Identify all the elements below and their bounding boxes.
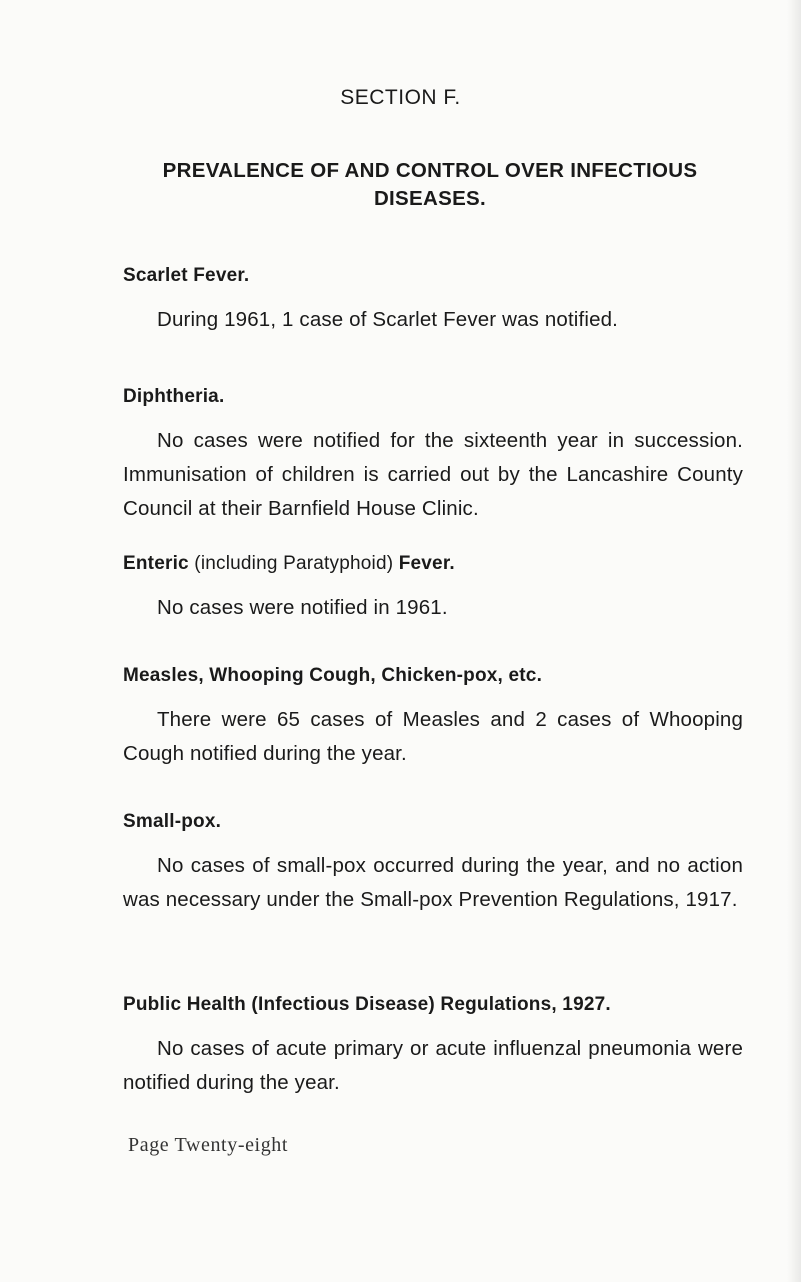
section-label: SECTION F. bbox=[340, 86, 461, 109]
paragraph-enteric-fever bbox=[123, 591, 743, 625]
page-number-footer: Page Twenty-eight bbox=[128, 1134, 289, 1156]
paragraph-public-health-regulations bbox=[123, 1032, 743, 1100]
heading-public-health-regulations: Public Health (Infectious Disease) Regulations, 1927. bbox=[123, 994, 611, 1015]
page-edge-shadow bbox=[787, 0, 801, 1282]
paragraph-scarlet-fever bbox=[123, 303, 743, 337]
heading-enteric-fever bbox=[123, 553, 455, 575]
paragraph-text: During 1961, 1 case of Scarlet Fever was notified. bbox=[157, 308, 619, 331]
heading-diphtheria: Diphtheria. bbox=[123, 386, 225, 407]
heading-bold-part: Enteric bbox=[123, 553, 189, 574]
paragraph-text: No cases were notified for the sixteenth year in succession. Immunisation of children is carried out by the Lancashire County Council at their Barnfield House Clinic. bbox=[123, 429, 743, 520]
title-line-1: PREVALENCE OF AND CONTROL OVER INFECTIOUS bbox=[162, 159, 698, 182]
heading-small-pox: Small-pox. bbox=[123, 811, 222, 832]
paragraph-small-pox bbox=[123, 849, 743, 917]
paragraph-measles bbox=[123, 703, 743, 771]
paragraph-text: There were 65 cases of Measles and 2 cases of Whooping Cough notified during the year. bbox=[123, 708, 743, 765]
heading-bold-part: Fever. bbox=[398, 553, 455, 574]
page-title bbox=[90, 157, 770, 213]
paragraph-text: No cases of small-pox occurred during the year, and no action was necessary under the Small-pox Prevention Regulations, 1917. bbox=[123, 854, 743, 911]
paragraph-text: No cases of acute primary or acute influenzal pneumonia were notified during the year. bbox=[123, 1037, 743, 1094]
heading-plain-part: (including Paratyphoid) bbox=[188, 553, 399, 574]
heading-measles: Measles, Whooping Cough, Chicken-pox, etc. bbox=[123, 665, 543, 686]
paragraph-text: No cases were notified in 1961. bbox=[157, 596, 448, 619]
title-line-2: DISEASES. bbox=[373, 187, 487, 210]
heading-scarlet-fever: Scarlet Fever. bbox=[123, 265, 250, 286]
paragraph-diphtheria bbox=[123, 424, 743, 526]
